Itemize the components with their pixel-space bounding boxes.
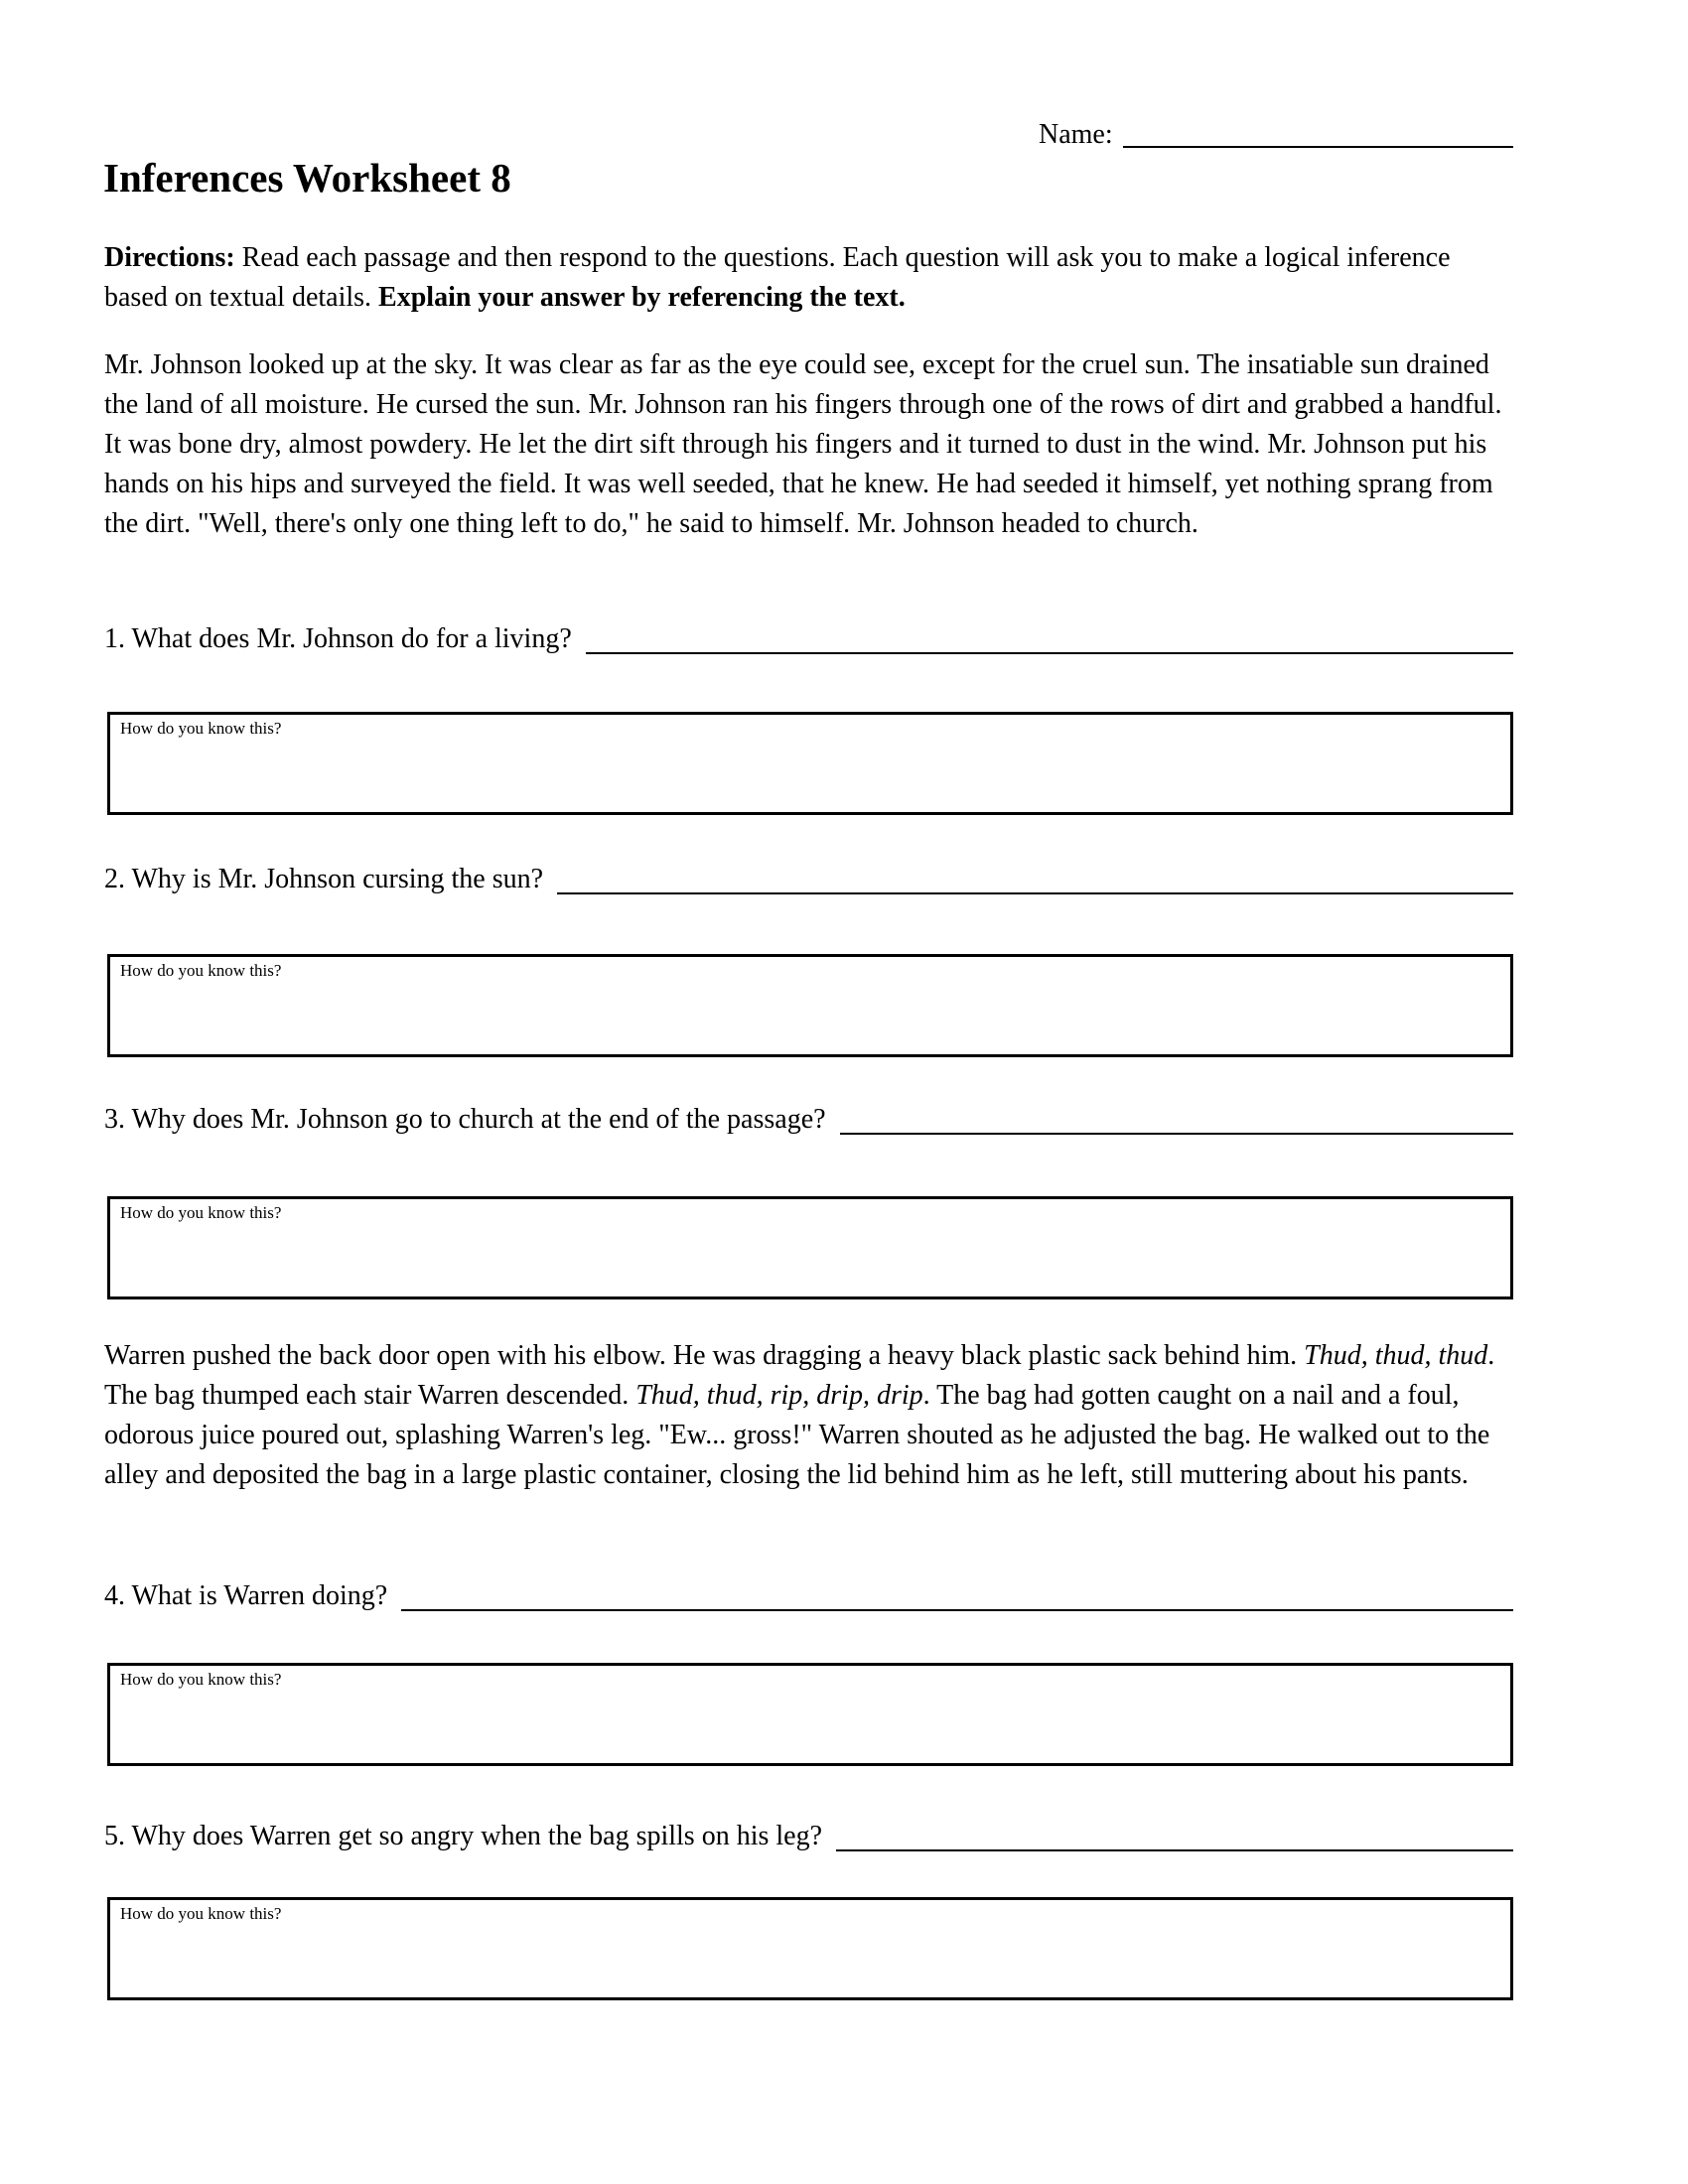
question-1 [104,619,1513,659]
question-2-text: 2. Why is Mr. Johnson cursing the sun? [104,864,544,894]
question-2 [104,860,1513,899]
answer-box-3[interactable] [107,1196,1513,1299]
answer-box-2-label: How do you know this? [120,961,282,980]
question-5-answer-line[interactable] [836,1849,1513,1851]
passage-2-segment: Warren pushed the back door open with his elbow. He was dragging a heavy black plastic sack behind him. [104,1340,1305,1371]
answer-box-1[interactable] [107,712,1513,815]
question-1-answer-line[interactable] [586,652,1513,654]
passage-2-segment-italic: Thud, thud, rip, drip, drip [635,1380,923,1411]
directions-text: Read each passage and then respond to the questions. Each question will ask you to make a logical inference based on textual details. [104,242,1451,313]
directions [104,238,1514,318]
page-title: Inferences Worksheet 8 [103,155,511,201]
answer-box-4[interactable] [107,1663,1513,1766]
answer-box-5[interactable] [107,1897,1513,2000]
question-3-answer-line[interactable] [840,1133,1513,1135]
question-4 [104,1576,1513,1616]
passage-2-segment-italic: Thud, thud, thud [1304,1340,1488,1371]
question-3-text: 3. Why does Mr. Johnson go to church at the end of the passage? [104,1104,826,1135]
question-4-answer-line[interactable] [401,1609,1513,1611]
name-blank-line[interactable] [1123,146,1513,148]
passage-1: Mr. Johnson looked up at the sky. It was clear as far as the eye could see, except for the cruel sun. The insatiable sun drained the land of all moisture. He cursed the sun. Mr. Johnson ran his fingers through one of the rows of dirt and grabbed a handful. It was bone dry, almost powdery. He let the dirt sift through his fingers and it turned to dust in the wind. Mr. Johnson put his hands on his hips and surveyed the field. It was well seeded, that he knew. He had seeded it himself, yet nothing sprang from the dirt. "Well, there's only one thing left to do," he said to himself. Mr. Johnson headed to church. [104,349,1502,539]
name-label: Name: [1039,119,1113,150]
question-2-answer-line[interactable] [557,892,1513,894]
question-5-text: 5. Why does Warren get so angry when the bag spills on his leg? [104,1821,823,1851]
passage-2-segment: . The bag had gotten caught on a nail and a foul, odorous juice poured out, splashing Warren's leg. "Ew... gross!" Warren shouted as he adjusted the bag. He walked out to the alley and deposited the bag in a large plastic container, closing the lid behind him as he left, still muttering about his pants. [104,1380,1490,1490]
directions-emphasis: Explain your answer by referencing the text. [378,282,906,313]
answer-box-5-label: How do you know this? [120,1904,282,1923]
answer-box-2[interactable] [107,954,1513,1057]
passage-2 [104,1336,1514,1495]
answer-box-3-label: How do you know this? [120,1203,282,1222]
directions-label: Directions: [104,242,235,273]
passage-2-segment: . The bag thumped each stair Warren descended. [104,1340,1495,1411]
question-3 [104,1100,1513,1140]
question-5 [104,1817,1513,1856]
answer-box-4-label: How do you know this? [120,1670,282,1689]
name-row [1039,117,1513,153]
answer-box-1-label: How do you know this? [120,719,282,738]
question-1-text: 1. What does Mr. Johnson do for a living? [104,623,572,654]
question-4-text: 4. What is Warren doing? [104,1580,388,1611]
